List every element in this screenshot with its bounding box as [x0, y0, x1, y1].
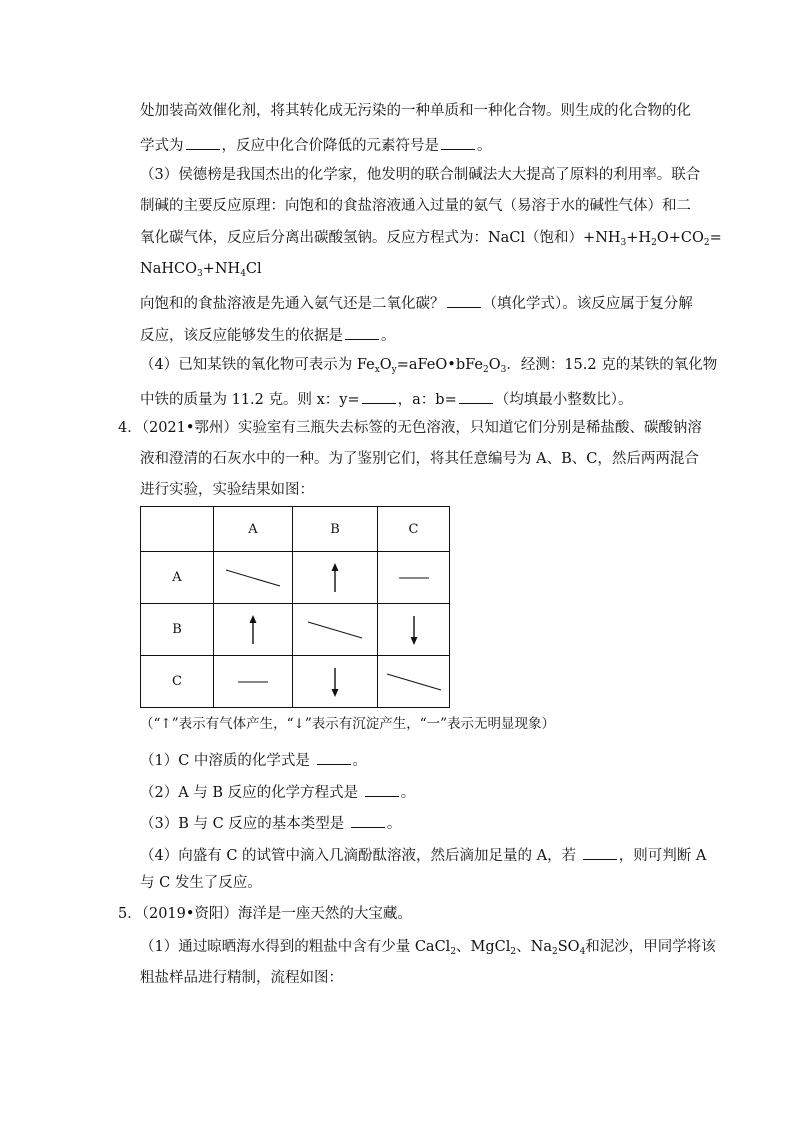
subscript: 2: [651, 238, 657, 248]
subscript: 2: [482, 365, 489, 375]
subscript: 2: [450, 947, 457, 957]
text-line: [140, 389, 632, 408]
text-span: ．经测：15.2 克的某铁的氧化物: [506, 357, 718, 373]
gas-cell: [293, 552, 378, 604]
subscript: y: [391, 365, 397, 375]
no-change-cell: [214, 656, 293, 708]
question-4-line: 4．（2021•鄂州）实验室有三瓶失去标签的无色溶液，只知道它们分别是稀盐酸、碳酸钠溶: [118, 420, 702, 436]
table-legend: （“↑”表示有气体产生，“↓”表示有沉淀产生，“一”表示无明显现象）: [140, 716, 556, 732]
subscript: 4: [240, 269, 246, 279]
text-span: ，a：b=: [397, 392, 457, 408]
diagonal-line-cell: [214, 552, 293, 604]
text-span: O+CO: [656, 230, 704, 246]
text-line: [140, 358, 717, 373]
text-span: （2）A 与 B 反应的化学方程式是: [140, 785, 363, 801]
text-line: [140, 845, 706, 864]
table-row: [141, 604, 450, 656]
text-span: =: [709, 230, 722, 246]
text-span: Cl: [245, 261, 262, 277]
text-span: （1）C 中溶质的化学式是: [140, 753, 315, 769]
text-span: =aFeO•bFe: [396, 357, 483, 373]
text-span: 学式为: [140, 138, 184, 154]
down-arrow-icon: [328, 667, 342, 697]
diagonal-line-icon: [306, 619, 364, 641]
diagonal-line-icon: [224, 567, 282, 589]
answer-blank[interactable]: [362, 389, 396, 404]
text-line: 粗盐样品进行精制，流程如图：: [140, 970, 343, 986]
row-label: C: [141, 656, 214, 708]
text-span: SO: [557, 939, 580, 955]
dash-icon: [399, 576, 429, 580]
text-span: ，反应中化合价降低的元素符号是: [221, 138, 439, 154]
text-span: 。: [386, 816, 402, 832]
text-span: 氧化碳气体，反应后分离出碳酸氢钠。反应方程式为：NaCl（饱和）+NH: [140, 230, 621, 246]
subscript: 2: [510, 947, 517, 957]
subscript: 4: [579, 947, 586, 957]
table-header-cell: C: [378, 507, 450, 552]
answer-blank[interactable]: [447, 293, 481, 308]
subscript: 3: [196, 269, 203, 279]
text-line: 进行实验，实验结果如图：: [140, 482, 314, 498]
diagonal-line-icon: [385, 671, 443, 693]
diagonal-line-cell: [293, 604, 378, 656]
down-arrow-icon: [407, 615, 421, 645]
subscript: 2: [552, 947, 558, 957]
text-span: 。: [400, 785, 416, 801]
text-span: O: [379, 357, 392, 373]
row-label: A: [141, 552, 214, 604]
text-span: +NH: [202, 261, 241, 277]
text-span: 和泥沙，甲同学将该: [585, 939, 716, 955]
text-span: 、MgCl: [456, 939, 511, 955]
text-line: [140, 750, 367, 769]
text-span: （4）已知某铁的氧化物可表示为 Fe: [140, 357, 375, 373]
subscript: x: [374, 365, 380, 375]
text-span: 反应，该反应能够发生的依据是: [140, 328, 343, 344]
text-span: 向饱和的食盐溶液是先通入氨气还是二氧化碳？: [140, 296, 445, 312]
text-line: [140, 325, 396, 344]
subscript: 2: [703, 238, 710, 248]
table-row: [141, 656, 450, 708]
answer-blank[interactable]: [186, 135, 220, 150]
gas-cell: [214, 604, 293, 656]
precipitate-cell: [293, 656, 378, 708]
text-span: （1）通过晾晒海水得到的粗盐中含有少量 CaCl: [140, 939, 451, 955]
text-span: 中铁的质量为 11.2 克。则 x：y=: [140, 392, 360, 408]
table-header-cell: B: [293, 507, 378, 552]
text-span: 。: [477, 138, 492, 154]
answer-blank[interactable]: [441, 135, 475, 150]
text-line: 液和澄清的石灰水中的一种。为了鉴别它们，将其任意编号为 A、B、C，然后两两混合: [140, 451, 699, 467]
answer-blank[interactable]: [365, 782, 399, 797]
text-line: （3）侯德榜是我国杰出的化学家，他发明的联合制碱法大大提高了原料的利用率。联合: [140, 167, 701, 183]
table-header-cell: [141, 507, 214, 552]
text-line: 处加装高效催化剂，将其转化成无污染的一种单质和一种化合物。则生成的化合物的化: [140, 103, 691, 119]
text-line: [140, 782, 415, 801]
table-row: [141, 552, 450, 604]
experiment-table: [140, 506, 450, 708]
answer-blank[interactable]: [345, 325, 379, 340]
text-line: 制碱的主要反应原理：向饱和的食盐溶液通入过量的氨气（易溶于水的碱性气体）和二: [140, 198, 691, 214]
text-line: 与 C 发生了反应。: [140, 875, 262, 891]
text-span: （3）B 与 C 反应的基本类型是: [140, 816, 349, 832]
text-line: [140, 293, 693, 312]
dash-icon: [238, 680, 268, 684]
answer-blank[interactable]: [459, 389, 493, 404]
row-label: B: [141, 604, 214, 656]
text-span: +H: [626, 230, 652, 246]
subscript: 3: [500, 365, 507, 375]
text-line: [140, 940, 716, 955]
text-span: 。: [381, 328, 396, 344]
subscript: 3: [620, 238, 627, 248]
text-line: [140, 231, 722, 246]
up-arrow-icon: [246, 615, 260, 645]
diagonal-line-cell: [378, 656, 450, 708]
no-change-cell: [378, 552, 450, 604]
question-5-line: 5．（2019•资阳）海洋是一座天然的大宝藏。: [118, 906, 412, 922]
answer-blank[interactable]: [317, 750, 351, 765]
table-header-cell: A: [214, 507, 293, 552]
text-span: O: [488, 357, 501, 373]
text-span: NaHCO: [140, 261, 197, 277]
text-span: 。: [352, 753, 368, 769]
text-span: 、Na: [516, 939, 552, 955]
text-span: ，则可判断 A: [618, 848, 707, 864]
text-line: [140, 813, 401, 832]
text-line: [140, 135, 492, 154]
text-span: （4）向盛有 C 的试管中滴入几滴酚酞溶液，然后滴加足量的 A，若: [140, 848, 581, 864]
precipitate-cell: [378, 604, 450, 656]
text-span: （填化学式）。该反应属于复分解: [482, 296, 693, 312]
up-arrow-icon: [328, 563, 342, 593]
answer-blank[interactable]: [583, 845, 617, 860]
answer-blank[interactable]: [351, 813, 385, 828]
text-span: （均填最小整数比）。: [494, 392, 633, 408]
text-line: [140, 262, 262, 277]
